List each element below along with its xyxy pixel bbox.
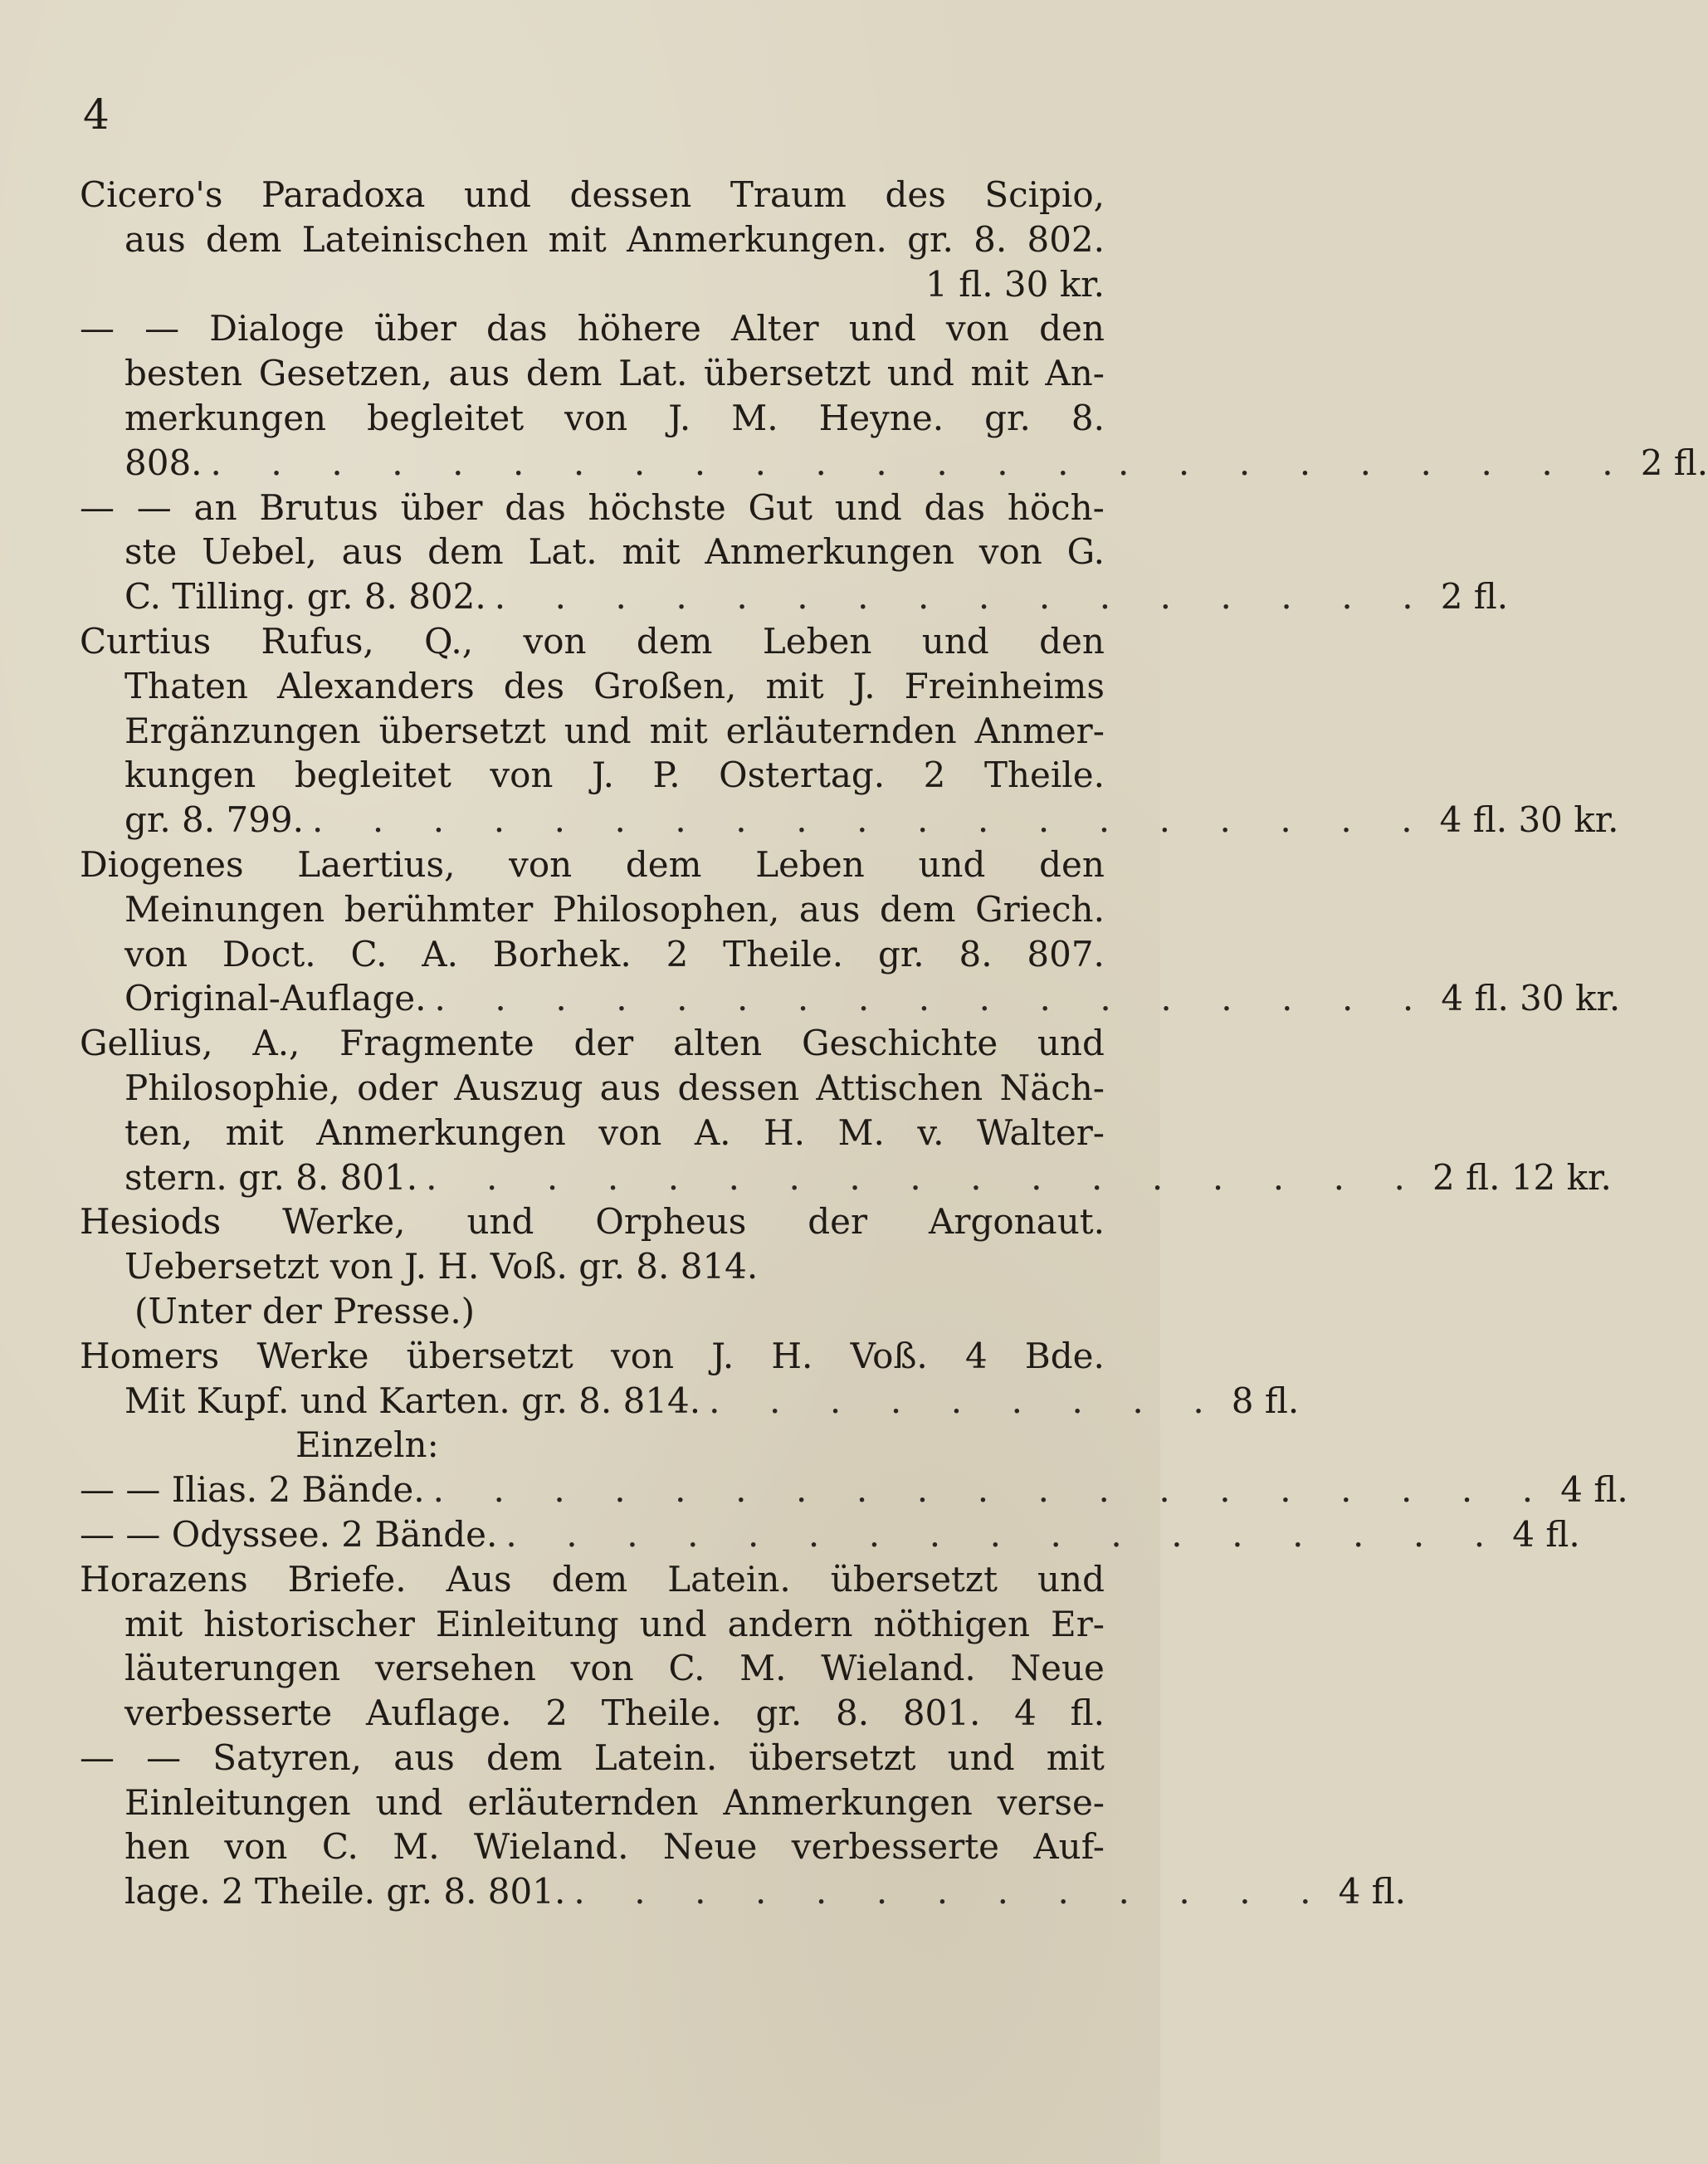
entry-word: von (611, 1335, 675, 1376)
dot-leader: . . . . . . . . . . . . . . . . . (434, 978, 1433, 1019)
dot-leader: . . . . . . . . . . . . . . . . . (426, 1156, 1424, 1198)
entry-word: J. (668, 397, 691, 438)
catalog-line (80, 1066, 1105, 1111)
catalog-line (80, 217, 1105, 262)
entry-word: — (136, 486, 172, 528)
entry-word: C. (668, 1648, 705, 1689)
entry-word: und (886, 353, 954, 394)
entry-word: Neue (662, 1826, 758, 1868)
catalog-line (80, 1334, 1105, 1379)
entry-word: Aus (446, 1558, 512, 1600)
entry-word: G. (1066, 531, 1105, 573)
entry-text: gr. 8. 799. (124, 799, 304, 841)
catalog-line (80, 1512, 1580, 1557)
entry-word: — (80, 308, 115, 349)
dot-leader: . . . . . . . . . . . . . . . . . . . (312, 799, 1432, 841)
entry-price: 4 fl. (1560, 1469, 1628, 1511)
entry-word: Argonaut. (929, 1201, 1105, 1243)
entry-word: hen (124, 1826, 190, 1868)
entry-word: übersetzt (704, 353, 871, 394)
entry-word: Theile. (723, 933, 844, 975)
entry-word: Alexanders (276, 665, 475, 706)
entry-word: Q., (424, 620, 474, 662)
entry-word: Thaten (124, 665, 248, 706)
catalog-line (80, 1781, 1105, 1825)
entry-word: Näch- (999, 1067, 1105, 1108)
page-number: 4 (83, 90, 110, 139)
entry-text: — — Ilias. 2 Bände. (80, 1469, 425, 1511)
entry-word: der (573, 1023, 634, 1064)
entry-word: höchste (588, 486, 726, 528)
entry-word: Latein. (593, 1737, 718, 1778)
entry-word: ten, (124, 1111, 193, 1153)
entry-text: C. Tilling. gr. 8. 802. (124, 576, 486, 618)
entry-word: C. (321, 1826, 359, 1868)
entry-word: und (947, 1737, 1015, 1778)
entry-word: gr. (907, 218, 954, 260)
catalog-line (80, 1691, 1105, 1736)
entry-word: übersetzt (406, 1335, 573, 1376)
catalog-line (80, 709, 1105, 754)
entry-word: Gellius, (80, 1023, 213, 1064)
catalog-line (80, 1155, 1612, 1200)
entry-word: 8. (1071, 397, 1105, 438)
entry-word: von (224, 1826, 288, 1868)
entry-word: nöthigen (873, 1603, 1031, 1644)
entry-word: von (564, 397, 628, 438)
entry-word: Philosophie, (124, 1067, 340, 1108)
entry-word: Horazens (80, 1558, 248, 1600)
entry-word: Scipio, (984, 174, 1105, 215)
entry-word: Voß. (850, 1335, 928, 1376)
entry-word: kungen (124, 755, 256, 796)
catalog-line (80, 798, 1619, 843)
dot-leader: . . . . . . . . . . . . . . . . . . . (432, 1469, 1553, 1511)
entry-word: Theile. (983, 755, 1105, 796)
entry-word: erläuternden (725, 710, 957, 751)
entry-word: Laertius, (297, 843, 456, 885)
entry-word: und (918, 843, 986, 885)
entry-word: dem (880, 888, 956, 930)
entry-word: den (1039, 843, 1105, 885)
catalog-line (80, 1021, 1105, 1066)
entry-word: den (1039, 620, 1105, 662)
entry-word: — (80, 486, 115, 528)
entry-word: Brutus (259, 486, 378, 528)
catalog-line (80, 932, 1105, 977)
catalog-line (80, 1468, 1628, 1512)
entry-word: J. (592, 755, 614, 796)
entry-word: von (523, 620, 587, 662)
entry-word: des (503, 665, 565, 706)
entry-word: mit (765, 665, 824, 706)
entry-word: versehen (374, 1648, 536, 1689)
entry-text: Uebersetzt von J. H. Voß. gr. 8. 814. (124, 1246, 759, 1287)
entry-word: 2 (923, 755, 946, 796)
entry-word: dem (551, 1558, 628, 1600)
entry-word: und (375, 1781, 443, 1823)
entry-word: merkungen (124, 397, 327, 438)
entry-word: übersetzt (830, 1558, 998, 1600)
entry-word: J. (711, 1335, 734, 1376)
entry-word: mit (622, 531, 681, 573)
entry-word: 2 (545, 1693, 568, 1734)
entry-word: von (509, 843, 573, 885)
catalog-line (80, 173, 1105, 217)
entry-word: und (463, 174, 531, 215)
entry-word: Wieland. (821, 1648, 976, 1689)
entry-word: — (144, 308, 180, 349)
entry-word: Anmerkungen. (627, 218, 887, 260)
dot-leader: . . . . . . . . . (709, 1380, 1223, 1421)
entry-word: 8. (835, 1693, 870, 1734)
entry-word: fl. (1070, 1693, 1105, 1734)
entry-word: dem (636, 620, 713, 662)
entry-word: 807. (1027, 933, 1105, 975)
entry-text: 1 fl. 30 kr. (925, 263, 1105, 305)
entry-word: Einleitung (435, 1603, 619, 1644)
entry-word: alten (672, 1023, 763, 1064)
entry-word: von (570, 1648, 634, 1689)
dot-leader: . . . . . . . . . . . . . . . . . . . . . . . . (210, 442, 1632, 483)
entry-word: dessen (569, 174, 692, 215)
entry-word: läuterungen (124, 1648, 341, 1689)
entry-word: gr. (877, 933, 925, 975)
entry-word: erläuternden (467, 1781, 699, 1823)
catalog-line (80, 753, 1105, 798)
entry-word: 8. (959, 933, 993, 975)
entry-word: v. (917, 1111, 944, 1153)
entry-word: oder (357, 1067, 438, 1108)
entry-word: Geschichte (801, 1023, 998, 1064)
entry-word: dem (486, 1737, 563, 1778)
entry-word: gr. (984, 397, 1031, 438)
dot-leader: . . . . . . . . . . . . . . . . . (505, 1513, 1505, 1555)
entry-price: 2 fl. 12 kr. (1432, 1156, 1612, 1198)
entry-word: übersetzt (378, 710, 546, 751)
entry-word: 4 (964, 1335, 988, 1376)
catalog-line (80, 1736, 1105, 1781)
entry-word: Ergänzungen (124, 710, 361, 751)
entry-word: Alter (731, 308, 819, 349)
entry-word: Orpheus (595, 1201, 747, 1243)
entry-word: Traum (730, 174, 847, 215)
entry-text: Original-Auflage. (124, 978, 427, 1019)
entry-word: von (945, 308, 1009, 349)
entry-word: begleitet (294, 755, 451, 796)
entry-text: Einzeln: (295, 1424, 439, 1466)
entry-word: Leben (762, 620, 872, 662)
catalog-line (80, 1244, 1105, 1289)
entry-word: Paradoxa (261, 174, 426, 215)
entry-word: Leben (755, 843, 865, 885)
catalog-line (80, 1646, 1105, 1691)
entry-word: Cicero's (80, 174, 223, 215)
entry-word: Briefe. (287, 1558, 407, 1600)
entry-word: Borhek. (492, 933, 632, 975)
catalog-line (80, 1602, 1105, 1647)
entry-word: Theile. (601, 1693, 722, 1734)
entry-word: M. (837, 1111, 885, 1153)
entry-word: Gut (748, 486, 813, 528)
entry-word: H. (764, 1111, 806, 1153)
entry-word: höch- (1007, 486, 1105, 528)
entry-word: und (848, 308, 916, 349)
entry-word: aus (448, 353, 510, 394)
entry-word: Anmer- (974, 710, 1105, 751)
entry-word: Er- (1051, 1603, 1105, 1644)
entry-word: berühmter (344, 888, 534, 930)
catalog-line (80, 262, 1105, 307)
entry-word: 4 (1014, 1693, 1037, 1734)
entry-word: Lat. (528, 531, 598, 573)
entry-word: Wieland. (473, 1826, 629, 1868)
catalog-line (80, 843, 1105, 887)
entry-word: verbesserte (791, 1826, 999, 1868)
entry-word: Uebel, (202, 531, 317, 573)
entry-word: und (1037, 1023, 1105, 1064)
catalog-line (80, 1869, 1407, 1914)
entry-word: 2 (666, 933, 689, 975)
entry-word: Anmerkungen (316, 1111, 566, 1153)
entry-word: mit (124, 1603, 183, 1644)
entry-word: P. (652, 755, 681, 796)
catalog-line (80, 976, 1621, 1021)
entry-word: Werke (256, 1335, 369, 1376)
entry-word: M. (393, 1826, 440, 1868)
entry-word: mit (1046, 1737, 1105, 1778)
entry-word: Rufus, (261, 620, 374, 662)
catalog-line (80, 664, 1105, 709)
entry-word: von (490, 755, 554, 796)
entry-word: Attischen (816, 1067, 983, 1108)
catalog-line (80, 1379, 1300, 1424)
entry-word: von (598, 1111, 662, 1153)
entry-word: von (978, 531, 1042, 573)
entry-word: A., (252, 1023, 300, 1064)
entry-text: Mit Kupf. und Karten. gr. 8. 814. (124, 1380, 701, 1421)
entry-word: dem (625, 843, 702, 885)
dot-leader: . . . . . . . . . . . . . (573, 1871, 1330, 1912)
catalog-line (80, 530, 1105, 574)
entry-price: 4 fl. 30 kr. (1441, 978, 1621, 1019)
entry-word: Freinheims (904, 665, 1105, 706)
entry-word: Anmerkungen (723, 1781, 973, 1823)
entry-text: 808. (124, 442, 203, 483)
entry-word: dem (205, 218, 282, 260)
entry-word: aus (393, 1737, 455, 1778)
entry-text: stern. gr. 8. 801. (124, 1156, 418, 1198)
entry-word: mit (548, 218, 607, 260)
entry-word: C. (350, 933, 388, 975)
entry-price: 4 fl. (1512, 1513, 1580, 1555)
entry-word: verbesserte (124, 1693, 333, 1734)
entry-price: 2 fl. (1640, 442, 1708, 483)
entry-word: von (124, 933, 188, 975)
entry-text: lage. 2 Theile. gr. 8. 801. (124, 1871, 566, 1912)
catalog-line (80, 619, 1105, 664)
catalog-line (80, 1423, 1105, 1468)
catalog-line (80, 1825, 1105, 1869)
entry-word: — (146, 1737, 182, 1778)
entry-word: Neue (1010, 1648, 1105, 1689)
entry-word: mit (225, 1111, 284, 1153)
entry-word: begleitet (367, 397, 525, 438)
entry-word: 801. (902, 1693, 981, 1734)
entry-word: höhere (577, 308, 701, 349)
entry-word: über (400, 486, 483, 528)
entry-word: Satyren, (212, 1737, 363, 1778)
entry-price: 8 fl. (1231, 1380, 1300, 1421)
entry-word: mit (970, 353, 1029, 394)
entry-word: und (639, 1603, 707, 1644)
catalog-line (80, 1557, 1105, 1602)
entry-word: M. (731, 397, 778, 438)
entry-word: Walter- (976, 1111, 1105, 1153)
catalog-line (80, 351, 1105, 396)
entry-word: Werke, (282, 1201, 406, 1243)
catalog-line (80, 1111, 1105, 1155)
entry-word: H. (771, 1335, 813, 1376)
entry-word: Auflage. (365, 1693, 512, 1734)
entry-word: und (1037, 1558, 1105, 1600)
entry-price: 4 fl. (1338, 1871, 1407, 1912)
entry-word: und (834, 486, 902, 528)
entry-word: Philosophen, (552, 888, 780, 930)
entry-word: des (885, 174, 946, 215)
entry-word: aus (599, 1067, 661, 1108)
entry-word: J. (852, 665, 876, 706)
entry-word: Homers (80, 1335, 220, 1376)
entry-price: 4 fl. 30 kr. (1439, 799, 1619, 841)
entry-word: übersetzt (749, 1737, 916, 1778)
catalog-line (80, 396, 1105, 441)
entry-word: an (193, 486, 237, 528)
entry-word: Gesetzen, (258, 353, 432, 394)
entry-word: An- (1045, 353, 1105, 394)
entry-text: (Unter der Presse.) (134, 1290, 476, 1331)
entry-word: das (486, 308, 548, 349)
entry-word: Dialoge (209, 308, 344, 349)
catalog-line (80, 574, 1509, 619)
entry-word: mit (649, 710, 708, 751)
entry-word: andern (727, 1603, 853, 1644)
entry-word: das (924, 486, 985, 528)
entry-word: Großen, (593, 665, 737, 706)
entry-word: Doct. (222, 933, 316, 975)
entry-word: A. (694, 1111, 731, 1153)
entry-word: historischer (203, 1603, 415, 1644)
entry-word: Einleitungen (124, 1781, 351, 1823)
entry-word: Auszug (454, 1067, 583, 1108)
entry-word: dem (427, 531, 504, 573)
entry-word: ste (124, 531, 178, 573)
entry-word: über (374, 308, 456, 349)
entry-word: — (80, 1737, 115, 1778)
entry-word: Ostertag. (719, 755, 886, 796)
entry-word: und (564, 710, 632, 751)
entry-word: Latein. (667, 1558, 791, 1600)
entry-word: Hesiods (80, 1201, 222, 1243)
entry-word: dessen (677, 1067, 800, 1108)
entry-word: Bde. (1024, 1335, 1105, 1376)
entry-price: 2 fl. (1440, 576, 1509, 618)
entry-word: Fragmente (339, 1023, 534, 1064)
entry-word: das (505, 486, 566, 528)
entry-word: Curtius (80, 620, 212, 662)
entry-word: und (921, 620, 989, 662)
catalog-line (80, 306, 1105, 351)
entry-word: Diogenes (80, 843, 244, 885)
entry-word: A. (422, 933, 458, 975)
entry-word: Griech. (975, 888, 1105, 930)
entry-word: M. (739, 1648, 787, 1689)
entry-word: Lateinischen (301, 218, 529, 260)
entry-word: Auf- (1033, 1826, 1105, 1868)
entry-word: besten (124, 353, 243, 394)
book-catalog-list (80, 173, 1708, 1914)
entry-word: aus (341, 531, 403, 573)
entry-word: den (1039, 308, 1105, 349)
catalog-line (80, 887, 1105, 932)
catalog-line (80, 441, 1708, 486)
entry-word: verse- (997, 1781, 1105, 1823)
dot-leader: . . . . . . . . . . . . . . . . (494, 576, 1432, 618)
entry-word: dem (525, 353, 603, 394)
entry-word: gr. (755, 1693, 803, 1734)
catalog-line (80, 1289, 1105, 1334)
entry-word: 8. (974, 218, 1008, 260)
entry-word: Lat. (618, 353, 688, 394)
entry-word: und (466, 1201, 534, 1243)
entry-word: aus (798, 888, 861, 930)
entry-word: Anmerkungen (705, 531, 954, 573)
entry-word: aus (124, 218, 186, 260)
entry-text: — — Odyssee. 2 Bände. (80, 1513, 498, 1555)
entry-word: der (808, 1201, 868, 1243)
catalog-line (80, 486, 1105, 530)
catalog-line (80, 1199, 1105, 1244)
entry-word: Heyne. (818, 397, 944, 438)
entry-word: 802. (1027, 218, 1105, 260)
entry-word: Meinungen (124, 888, 325, 930)
